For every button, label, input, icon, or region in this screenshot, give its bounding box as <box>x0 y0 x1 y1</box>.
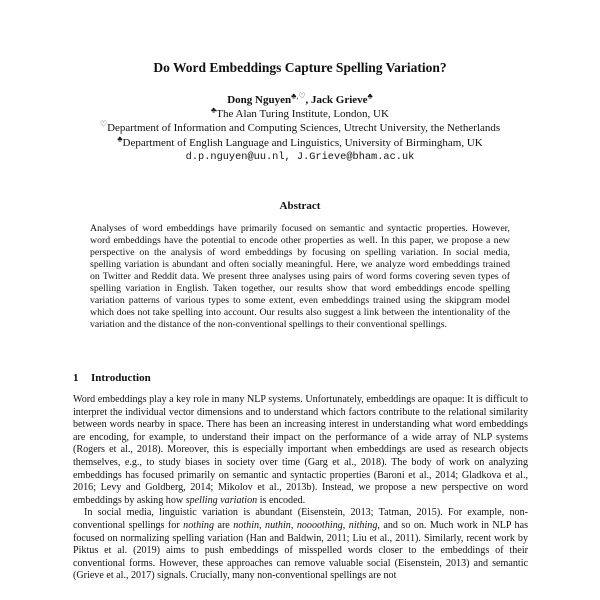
affiliation-2-text: Department of Information and Computing Sciences, Utrecht University, the Netherlands <box>107 122 501 135</box>
author-names-line <box>0 93 600 107</box>
affiliation-2 <box>0 121 600 135</box>
paragraph-2-text-f: , and so on. Much work in NLP has focused on normalizing spelling variation (Han and Baldwin, 2011; Liu et al., 2011). Similarly, recent work by Piktus et al. (2019) aims to push embeddings of misspelled words closer to the embeddings of their conventional forms. However, these approaches can remove valuable social (Eisenstein, 2013) and semantic (Grieve et al., 2017) signals. Crucially, many non-conventional spellings are not <box>73 519 529 582</box>
affiliation-3 <box>0 133 600 150</box>
affiliation-3-mark: ♣ <box>117 133 123 143</box>
author-block <box>0 93 600 164</box>
section-heading <box>73 372 151 384</box>
affiliation-1-text: The Alan Turing Institute, London, UK <box>216 108 389 121</box>
author-1-marks: ♣,♡ <box>291 91 306 101</box>
paragraph-2-emphasis-4: noooothing <box>296 519 343 531</box>
author-2-marks: ♣ <box>367 91 373 101</box>
author-emails: d.p.nguyen@uu.nl, J.Grieve@bham.ac.uk <box>185 150 415 163</box>
paragraph-1 <box>73 394 528 507</box>
paragraph-2-text-d: , <box>290 519 297 531</box>
section-body <box>73 394 528 583</box>
paragraph-1-emphasis: spelling variation <box>185 494 258 506</box>
paragraph-2-emphasis-1: nothing <box>183 519 215 531</box>
abstract-text: Analyses of word embeddings have primarily focused on semantic and syntactic properties. However, word embeddings have the potential to encode other properties as well. In this paper, we propose a new perspective on the analysis of word embeddings by focusing on spelling variation. In social media, spelling variation is abundant and often socially meaningful. Here, we analyze word embeddings trained on Twitter and Reddit data. We present three analyses using pairs of word forms covering seven types of spelling variation in English. Taken together, our results show that word embeddings encode spelling variation patterns of various types to some extent, even embeddings trained using the skipgram model which does not take spelling into account. Our results also suggest a link between the intentionality of the variation and the distance of the non-conventional spellings to their conventional spellings. <box>90 223 510 331</box>
paragraph-2-emphasis-2: nothin <box>233 519 260 531</box>
author-1-name: Dong Nguyen <box>227 94 292 106</box>
paragraph-1-text-b: is encoded. <box>257 494 306 506</box>
affiliation-1 <box>0 107 600 121</box>
paragraph-2-text-b: are <box>214 519 234 531</box>
section-title: Introduction <box>91 372 151 384</box>
paragraph-2-text-a: In social media, linguistic variation is abundant (Eisenstein, 2013; Tatman, 2015). For example, non-conventional spellings for <box>73 507 528 531</box>
paper-title: Do Word Embeddings Capture Spelling Variation? <box>153 60 447 75</box>
paragraph-2 <box>73 507 528 583</box>
paragraph-1-text-a: Word embeddings play a key role in many NLP systems. Unfortunately, embeddings are opaque: It is difficult to interpret the individual vector dimensions and to understand which factors contribute to the relational similarity between words nearby in space. There has been an increasing interest in understanding what word embeddings are encoding, for example, to understand their impact on the performance of a wide array of NLP systems (Rogers et al., 2018). Moreover, this is especially important when embeddings are used as research objects themselves, e.g., to study biases in society over time (Garg et al., 2018). The body of work on analyzing embeddings has focused primarily on semantic and syntactic properties (Baroni et al., 2014; Gladkova et al., 2016; Levy and Goldberg, 2014; Mikolov et al., 2013b). Instead, we propose a new perspective on word embeddings by asking how <box>73 394 528 506</box>
paragraph-2-text-e: , <box>342 519 349 531</box>
author-separator: , <box>305 94 312 106</box>
section-number: 1 <box>73 372 79 384</box>
affiliation-3-text: Department of English Language and Linguistics, University of Birmingham, UK <box>122 136 483 149</box>
affiliation-2-mark: ♡ <box>99 119 108 129</box>
affiliation-1-mark: ♣ <box>211 105 217 115</box>
abstract-heading: Abstract <box>279 200 321 212</box>
paragraph-2-emphasis-5: nithing <box>348 519 378 531</box>
author-2-name: Jack Grieve <box>311 94 368 106</box>
paragraph-2-emphasis-3: nuthin <box>265 519 291 531</box>
paragraph-2-text-c: , <box>259 519 266 531</box>
